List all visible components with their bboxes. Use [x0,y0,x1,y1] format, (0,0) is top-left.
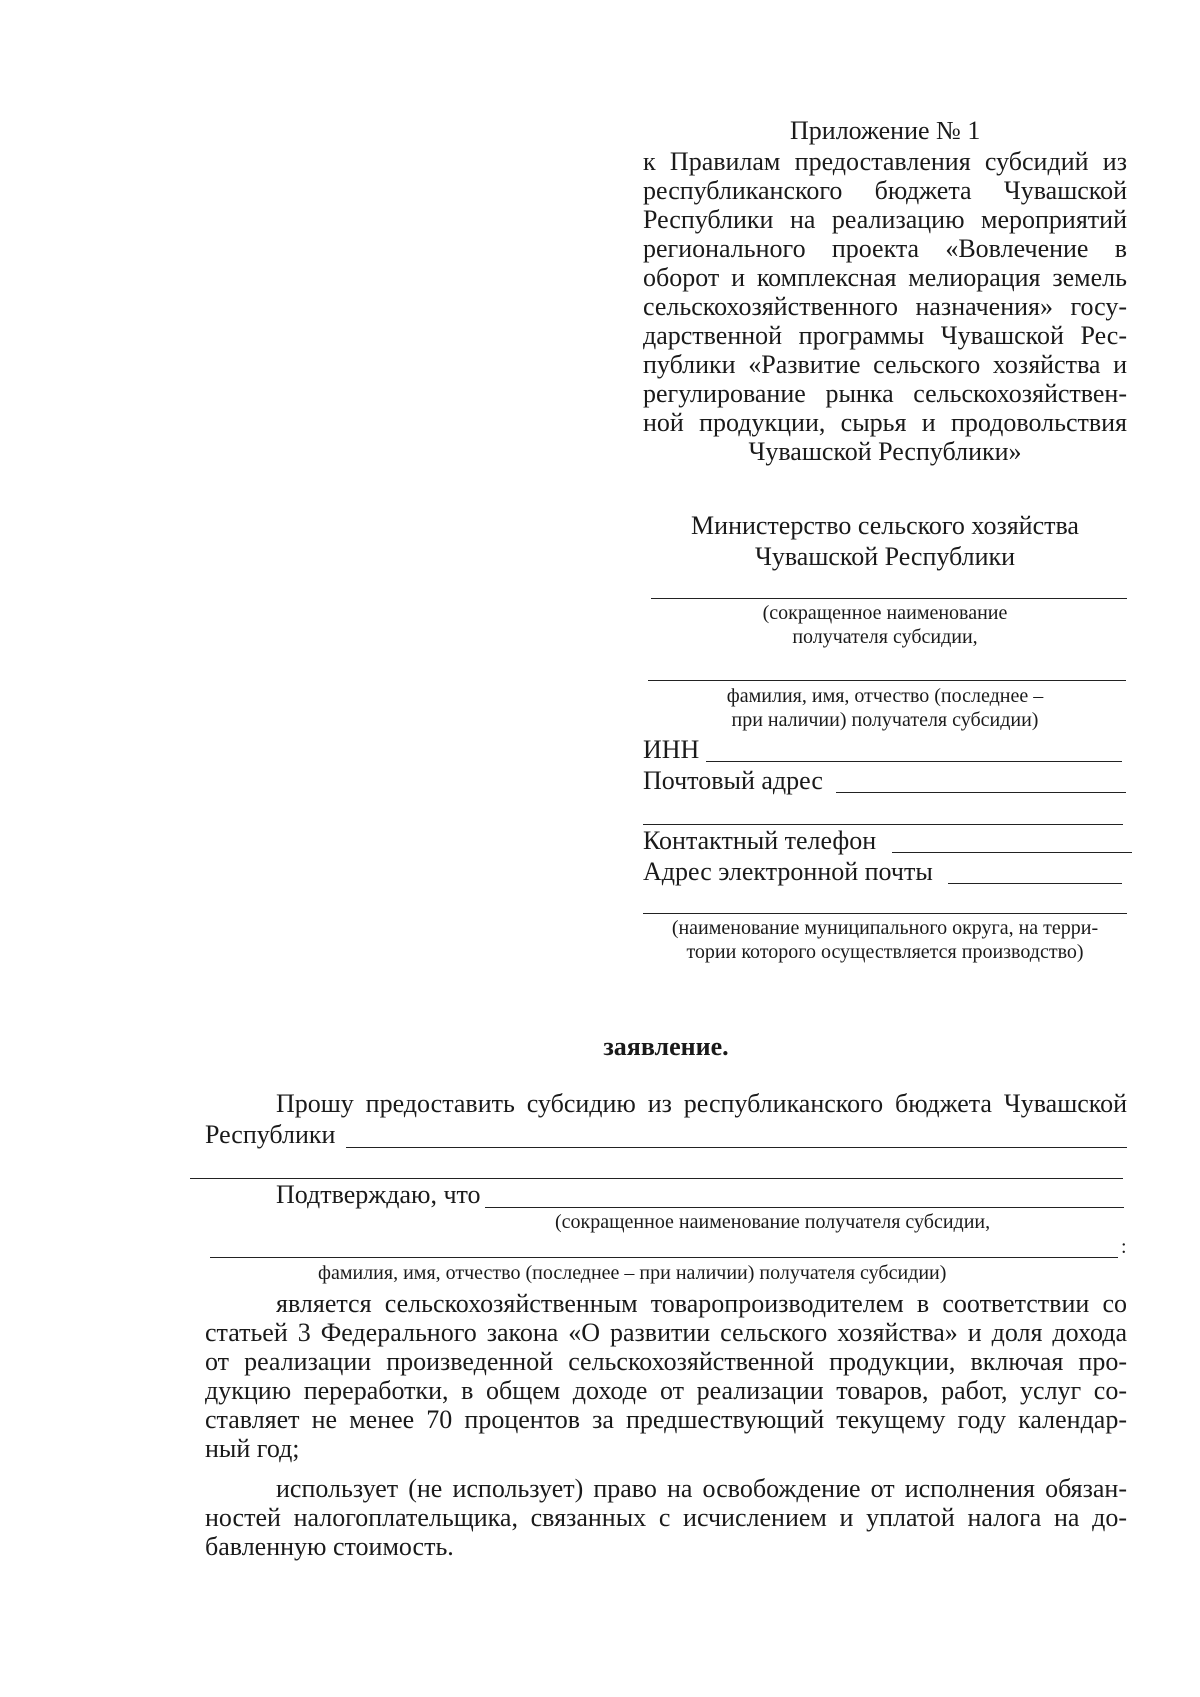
inn-label: ИНН [643,735,700,764]
field-hint: тории которого осуществляется производство) [686,941,1084,963]
field-hint: (сокращенное наименование получателя субсидии, [555,1211,991,1233]
field-hint: фамилия, имя, отчество (последнее – [726,685,1044,707]
paragraph-line: бавленную стоимость. [205,1532,454,1561]
municipal-district-line[interactable] [643,913,1127,914]
addressee-line: Министерство сельского хозяйства [691,511,1079,540]
addressee-line: Чувашской Республики [754,542,1016,571]
appendix-line: оборот и комплексная мелиорация земель [643,263,1127,292]
paragraph-line: от реализации произведенной сельскохозяйственной продукции, включая про- [205,1347,1127,1376]
inn-field[interactable] [706,761,1122,762]
statement-title: заявление. [603,1032,729,1061]
appendix-text [643,147,1127,466]
recipient-fio-line[interactable] [648,680,1126,681]
email-field[interactable] [948,883,1122,884]
appendix-line: сельскохозяйственного назначения» госу- [643,292,1127,321]
appendix-line: ной продукции, сырья и продовольствия [643,408,1127,437]
recipient-name-line[interactable] [651,598,1127,599]
appendix-heading: Приложение № 1 [790,116,981,145]
contact-phone-label: Контактный телефон [643,826,877,855]
request-line: Республики [205,1120,336,1149]
request-field[interactable] [346,1147,1127,1148]
paragraph-line: является сельскохозяйственным товаропроизводителем в соответствии со [276,1289,1127,1318]
paragraph-line: ностей налогоплательщика, связанных с исчислением и уплатой налога на до- [205,1503,1127,1532]
field-hint: (сокращенное наименование [762,602,1008,624]
paragraph-vat [205,1474,1127,1561]
contact-phone-field[interactable] [892,852,1132,853]
appendix-line: Чувашской Республики» [748,437,1022,466]
appendix-line: Республики на реализацию мероприятий [643,205,1127,234]
appendix-line: дарственной программы Чувашской Рес- [643,321,1127,350]
appendix-line: к Правилам предоставления субсидий из [643,147,1127,176]
paragraph-line: дукцию переработки, в общем доходе от реализации товаров, работ, услуг со- [205,1376,1127,1405]
confirm-recipient-field-line2[interactable] [210,1257,1118,1258]
colon: : [1121,1236,1127,1258]
paragraph-producer [205,1289,1127,1463]
paragraph-line: ставляет не менее 70 процентов за предшествующий текущему году календар- [205,1405,1127,1434]
field-hint: при наличии) получателя субсидии) [731,709,1039,731]
field-hint: фамилия, имя, отчество (последнее – при наличии) получателя субсидии) [318,1262,947,1284]
confirm-recipient-field[interactable] [485,1207,1124,1208]
confirm-label: Подтверждаю, что [276,1180,481,1209]
postal-address-field[interactable] [836,792,1126,793]
appendix-line: регионального проекта «Вовлечение в [643,234,1127,263]
request-field-line2[interactable] [190,1178,1123,1179]
appendix-line: публики «Развитие сельского хозяйства и [643,350,1127,379]
appendix-line: республиканского бюджета Чувашской [643,176,1127,205]
request-line: Прошу предоставить субсидию из республиканского бюджета Чувашской [276,1089,1127,1118]
postal-address-label: Почтовый адрес [643,766,823,795]
email-label: Адрес электронной почты [643,857,933,886]
paragraph-line: ный год; [205,1434,300,1463]
appendix-line: регулирование рынка сельскохозяйствен- [643,379,1127,408]
field-hint: получателя субсидии, [792,626,978,648]
paragraph-line: использует (не использует) право на освобождение от исполнения обязан- [276,1474,1127,1503]
field-hint: (наименование муниципального округа, на терри- [671,917,1099,939]
paragraph-line: статьей 3 Федерального закона «О развитии сельского хозяйства» и доля дохода [205,1318,1127,1347]
postal-address-field-line2[interactable] [643,824,1123,825]
